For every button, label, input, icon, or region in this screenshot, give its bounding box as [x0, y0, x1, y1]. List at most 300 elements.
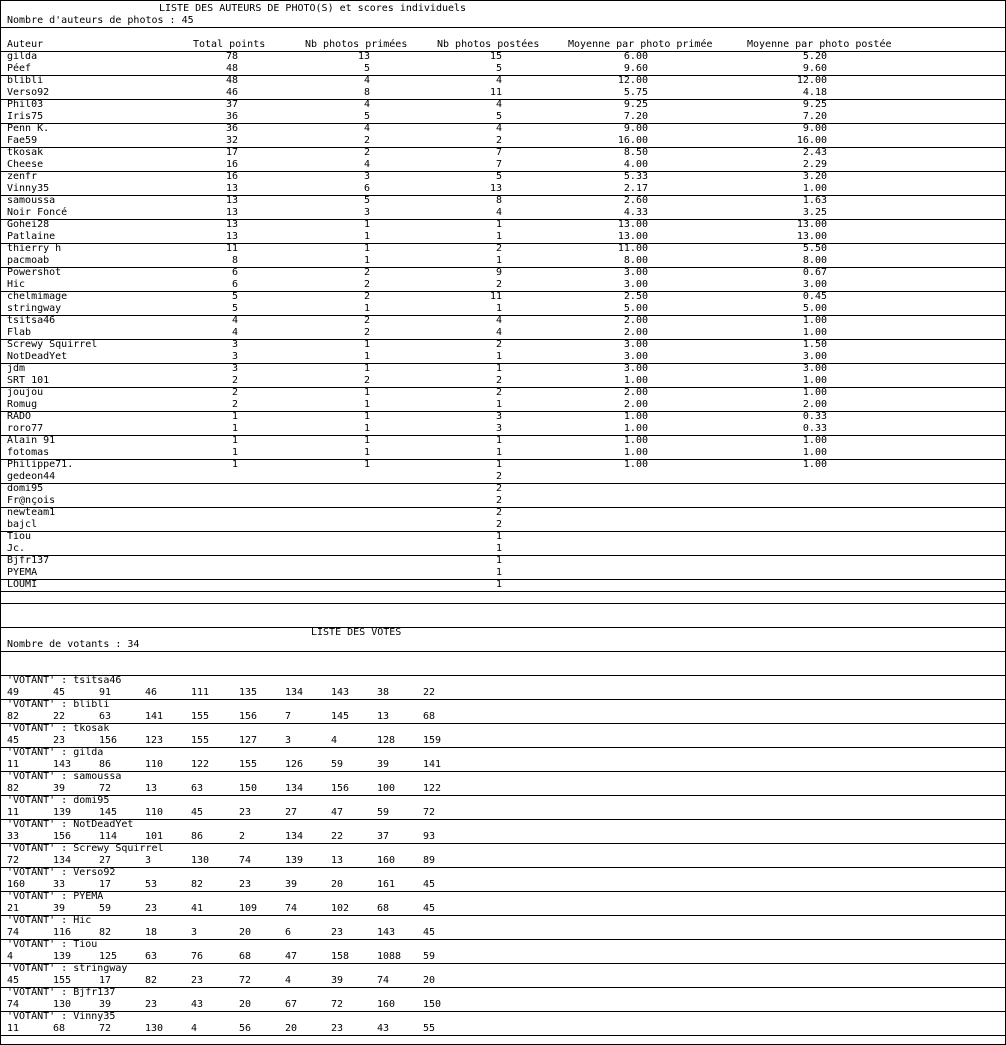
author-posted-count: 2: [495, 243, 502, 254]
col-header-total-points: Total points: [193, 39, 266, 50]
author-total-points: 48: [225, 63, 238, 74]
vote-value: 68: [239, 951, 252, 962]
col-header-awarded: Nb photos primées: [305, 39, 408, 50]
author-total-points: 3: [231, 363, 238, 374]
author-posted-count: 5: [495, 111, 502, 122]
vote-value: 39: [285, 879, 298, 890]
vote-value: 56: [239, 1023, 252, 1034]
vote-block: [1, 939, 1005, 963]
author-posted-count: 4: [495, 315, 502, 326]
author-row: [1, 111, 1005, 123]
author-posted-count: 8: [495, 195, 502, 206]
vote-value: 11: [7, 759, 20, 770]
vote-value: 22: [423, 687, 436, 698]
vote-value: 67: [285, 999, 298, 1010]
author-posted-count: 4: [495, 327, 502, 338]
vote-value: 27: [285, 807, 298, 818]
author-avg-posted: 1.00: [802, 183, 827, 194]
author-row: [1, 567, 1005, 579]
author-avg-awarded: 9.25: [623, 99, 648, 110]
vote-value: 45: [7, 735, 20, 746]
author-avg-posted: 1.00: [802, 315, 827, 326]
vote-value: 100: [377, 783, 396, 794]
author-name: Jc.: [7, 543, 26, 554]
vote-value: 156: [53, 831, 72, 842]
author-avg-awarded: 9.60: [623, 63, 648, 74]
author-name: Tiou: [7, 531, 32, 542]
vote-value: 156: [331, 783, 350, 794]
vote-value: 86: [99, 759, 112, 770]
vote-value: 111: [191, 687, 210, 698]
vote-value: 134: [53, 855, 72, 866]
author-posted-count: 2: [495, 339, 502, 350]
author-name: RADO: [7, 411, 32, 422]
author-avg-posted: 9.00: [802, 123, 827, 134]
author-row: [1, 231, 1005, 243]
author-avg-awarded: 3.00: [623, 267, 648, 278]
author-posted-count: 15: [489, 51, 502, 62]
author-avg-awarded: 16.00: [617, 135, 648, 146]
author-row: [1, 375, 1005, 387]
rule-under-count: [1, 27, 1005, 28]
vote-value: 39: [99, 999, 112, 1010]
author-total-points: 5: [231, 291, 238, 302]
author-row: [1, 363, 1005, 375]
author-row: [1, 531, 1005, 543]
vote-value: 72: [99, 1023, 112, 1034]
author-row: [1, 75, 1005, 87]
author-name: Romug: [7, 399, 38, 410]
vote-value: 134: [285, 831, 304, 842]
author-avg-posted: 3.25: [802, 207, 827, 218]
vote-value: 20: [285, 1023, 298, 1034]
author-posted-count: 13: [489, 183, 502, 194]
vote-value: 110: [145, 807, 164, 818]
author-total-points: 13: [225, 183, 238, 194]
author-name: jdm: [7, 363, 26, 374]
vote-block: [1, 747, 1005, 771]
section-rule-1: [1, 603, 1005, 604]
vote-value: 43: [191, 999, 204, 1010]
vote-value: 134: [285, 783, 304, 794]
author-name: stringway: [7, 303, 62, 314]
author-name: Flab: [7, 327, 32, 338]
author-row: [1, 411, 1005, 423]
voter-label: 'VOTANT' : Bjfr137: [7, 987, 116, 998]
voter-label: 'VOTANT' : NotDeadYet: [7, 819, 134, 830]
vote-block: [1, 987, 1005, 1011]
author-name: samoussa: [7, 195, 56, 206]
author-row: [1, 555, 1005, 567]
author-posted-count: 5: [495, 63, 502, 74]
vote-value: 82: [7, 711, 20, 722]
vote-value: 141: [423, 759, 442, 770]
author-awarded-count: 1: [363, 243, 370, 254]
vote-value: 23: [239, 879, 252, 890]
author-avg-posted: 1.00: [802, 375, 827, 386]
author-total-points: 48: [225, 75, 238, 86]
author-name: Patlaine: [7, 231, 56, 242]
vote-value: 3: [285, 735, 292, 746]
vote-block: [1, 771, 1005, 795]
vote-value: 150: [423, 999, 442, 1010]
author-awarded-count: 1: [363, 351, 370, 362]
author-row: [1, 147, 1005, 159]
author-row: [1, 243, 1005, 255]
author-avg-awarded: 8.50: [623, 147, 648, 158]
author-awarded-count: 2: [363, 327, 370, 338]
vote-value: 110: [145, 759, 164, 770]
vote-value: 91: [99, 687, 112, 698]
vote-value: 18: [145, 927, 158, 938]
vote-value: 114: [99, 831, 118, 842]
author-awarded-count: 1: [363, 459, 370, 470]
vote-value: 125: [99, 951, 118, 962]
author-avg-awarded: 12.00: [617, 75, 648, 86]
vote-value: 55: [423, 1023, 436, 1034]
col-header-avg-posted: Moyenne par photo postée: [747, 39, 892, 50]
author-row: [1, 255, 1005, 267]
report-title: LISTE DES AUTEURS DE PHOTO(S) et scores individuels: [159, 3, 467, 14]
vote-block: [1, 699, 1005, 723]
author-avg-awarded: 4.33: [623, 207, 648, 218]
author-total-points: 32: [225, 135, 238, 146]
vote-value: 13: [145, 783, 158, 794]
vote-value: 4: [191, 1023, 198, 1034]
vote-value: 53: [145, 879, 158, 890]
author-total-points: 13: [225, 195, 238, 206]
vote-value: 130: [145, 1023, 164, 1034]
author-posted-count: 1: [495, 459, 502, 470]
voter-label: 'VOTANT' : tkosak: [7, 723, 110, 734]
author-posted-count: 4: [495, 123, 502, 134]
vote-value: 4: [285, 975, 292, 986]
vote-block: [1, 1011, 1005, 1035]
author-avg-awarded: 7.20: [623, 111, 648, 122]
vote-value: 22: [53, 711, 66, 722]
author-posted-count: 7: [495, 159, 502, 170]
vote-value: 49: [7, 687, 20, 698]
author-total-points: 1: [231, 423, 238, 434]
vote-value: 47: [285, 951, 298, 962]
vote-value: 11: [7, 807, 20, 818]
author-posted-count: 11: [489, 291, 502, 302]
author-posted-count: 7: [495, 147, 502, 158]
author-row: [1, 459, 1005, 471]
author-avg-posted: 3.00: [802, 351, 827, 362]
author-awarded-count: 1: [363, 399, 370, 410]
vote-value: 22: [331, 831, 344, 842]
vote-value: 41: [191, 903, 204, 914]
author-avg-awarded: 5.75: [623, 87, 648, 98]
voter-label: 'VOTANT' : Vinny35: [7, 1011, 116, 1022]
author-awarded-count: 2: [363, 315, 370, 326]
author-avg-awarded: 13.00: [617, 231, 648, 242]
vote-value: 37: [377, 831, 390, 842]
author-total-points: 17: [225, 147, 238, 158]
author-total-points: 3: [231, 339, 238, 350]
author-total-points: 36: [225, 123, 238, 134]
vote-value: 159: [423, 735, 442, 746]
vote-value: 3: [191, 927, 198, 938]
vote-value: 3: [145, 855, 152, 866]
author-name: Iris75: [7, 111, 44, 122]
author-total-points: 2: [231, 399, 238, 410]
author-total-points: 16: [225, 171, 238, 182]
author-avg-awarded: 1.00: [623, 411, 648, 422]
vote-value: 72: [99, 783, 112, 794]
vote-value: 72: [7, 855, 20, 866]
author-posted-count: 3: [495, 411, 502, 422]
vote-value: 93: [423, 831, 436, 842]
vote-value: 122: [423, 783, 442, 794]
author-avg-awarded: 9.00: [623, 123, 648, 134]
vote-value: 74: [7, 999, 20, 1010]
author-avg-posted: 1.00: [802, 435, 827, 446]
author-awarded-count: 6: [363, 183, 370, 194]
author-awarded-count: 1: [363, 387, 370, 398]
voter-label: 'VOTANT' : gilda: [7, 747, 104, 758]
vote-value: 33: [7, 831, 20, 842]
author-name: Péef: [7, 63, 32, 74]
author-awarded-count: 1: [363, 339, 370, 350]
vote-value: 155: [191, 711, 210, 722]
author-total-points: 13: [225, 231, 238, 242]
author-awarded-count: 1: [363, 411, 370, 422]
vote-value: 141: [145, 711, 164, 722]
author-awarded-count: 2: [363, 135, 370, 146]
author-total-points: 6: [231, 267, 238, 278]
author-total-points: 1: [231, 411, 238, 422]
author-avg-awarded: 1.00: [623, 447, 648, 458]
author-posted-count: 1: [495, 399, 502, 410]
author-posted-count: 1: [495, 363, 502, 374]
author-avg-posted: 5.50: [802, 243, 827, 254]
vote-block: [1, 723, 1005, 747]
author-total-points: 8: [231, 255, 238, 266]
author-row: [1, 399, 1005, 411]
vote-value: 13: [377, 711, 390, 722]
vote-value: 59: [423, 951, 436, 962]
vote-value: 160: [7, 879, 26, 890]
author-posted-count: 1: [495, 567, 502, 578]
author-row: [1, 387, 1005, 399]
voter-label: 'VOTANT' : stringway: [7, 963, 128, 974]
voter-label: 'VOTANT' : domi95: [7, 795, 110, 806]
author-name: chelmimage: [7, 291, 68, 302]
authors-end-rule: [1, 591, 1005, 592]
vote-value: 130: [191, 855, 210, 866]
vote-value: 126: [285, 759, 304, 770]
vote-value: 74: [285, 903, 298, 914]
vote-value: 17: [99, 975, 112, 986]
author-total-points: 1: [231, 459, 238, 470]
voter-label: 'VOTANT' : Screwy Squirrel: [7, 843, 164, 854]
vote-value: 59: [331, 759, 344, 770]
author-avg-awarded: 2.17: [623, 183, 648, 194]
author-awarded-count: 8: [363, 87, 370, 98]
voter-label: 'VOTANT' : tsitsa46: [7, 675, 122, 686]
author-posted-count: 4: [495, 207, 502, 218]
vote-value: 23: [191, 975, 204, 986]
vote-value: 7: [285, 711, 292, 722]
vote-value: 160: [377, 855, 396, 866]
author-awarded-count: 1: [363, 363, 370, 374]
author-awarded-count: 1: [363, 231, 370, 242]
author-row: [1, 579, 1005, 591]
author-awarded-count: 4: [363, 75, 370, 86]
vote-value: 23: [239, 807, 252, 818]
author-avg-posted: 3.00: [802, 363, 827, 374]
vote-value: 33: [53, 879, 66, 890]
author-name: Gohei28: [7, 219, 50, 230]
vote-value: 39: [53, 783, 66, 794]
vote-value: 76: [191, 951, 204, 962]
vote-value: 68: [53, 1023, 66, 1034]
vote-value: 116: [53, 927, 72, 938]
author-awarded-count: 1: [363, 255, 370, 266]
author-row: [1, 183, 1005, 195]
col-header-avg-awarded: Moyenne par photo primée: [568, 39, 713, 50]
vote-value: 4: [7, 951, 14, 962]
author-avg-posted: 16.00: [796, 135, 827, 146]
author-row: [1, 135, 1005, 147]
author-awarded-count: 5: [363, 111, 370, 122]
voter-label: 'VOTANT' : blibli: [7, 699, 110, 710]
author-name: tkosak: [7, 147, 44, 158]
author-name: zenfr: [7, 171, 38, 182]
vote-value: 123: [145, 735, 164, 746]
author-posted-count: 1: [495, 351, 502, 362]
vote-value: 59: [377, 807, 390, 818]
author-avg-posted: 5.00: [802, 303, 827, 314]
votes-title: LISTE DES VOTES: [311, 627, 402, 638]
author-awarded-count: 1: [363, 435, 370, 446]
vote-value: 160: [377, 999, 396, 1010]
author-awarded-count: 2: [363, 279, 370, 290]
author-name: Hic: [7, 279, 26, 290]
voter-label: 'VOTANT' : samoussa: [7, 771, 122, 782]
vote-value: 47: [331, 807, 344, 818]
vote-value: 150: [239, 783, 258, 794]
vote-value: 161: [377, 879, 396, 890]
vote-value: 20: [331, 879, 344, 890]
author-avg-awarded: 8.00: [623, 255, 648, 266]
vote-value: 45: [423, 879, 436, 890]
author-posted-count: 2: [495, 495, 502, 506]
author-avg-awarded: 3.00: [623, 363, 648, 374]
author-total-points: 1: [231, 435, 238, 446]
vote-value: 74: [377, 975, 390, 986]
author-avg-awarded: 4.00: [623, 159, 648, 170]
author-avg-awarded: 11.00: [617, 243, 648, 254]
vote-value: 122: [191, 759, 210, 770]
author-avg-posted: 1.00: [802, 447, 827, 458]
vote-value: 145: [331, 711, 350, 722]
vote-value: 130: [53, 999, 72, 1010]
author-posted-count: 2: [495, 519, 502, 530]
author-total-points: 6: [231, 279, 238, 290]
author-avg-posted: 7.20: [802, 111, 827, 122]
author-posted-count: 4: [495, 99, 502, 110]
vote-block-rule: [1, 1035, 1005, 1036]
author-row: [1, 495, 1005, 507]
vote-value: 82: [145, 975, 158, 986]
author-avg-posted: 1.00: [802, 459, 827, 470]
author-total-points: 2: [231, 387, 238, 398]
author-avg-posted: 2.43: [802, 147, 827, 158]
vote-value: 139: [53, 951, 72, 962]
author-name: Powershot: [7, 267, 62, 278]
vote-value: 39: [377, 759, 390, 770]
author-name: bajcl: [7, 519, 38, 530]
author-row: [1, 351, 1005, 363]
author-avg-posted: 13.00: [796, 231, 827, 242]
author-awarded-count: 5: [363, 63, 370, 74]
author-name: pacmoab: [7, 255, 50, 266]
author-avg-posted: 3.00: [802, 279, 827, 290]
vote-value: 89: [423, 855, 436, 866]
vote-value: 143: [377, 927, 396, 938]
vote-value: 155: [239, 759, 258, 770]
author-row: [1, 123, 1005, 135]
author-awarded-count: 2: [363, 267, 370, 278]
vote-block: [1, 891, 1005, 915]
author-row: [1, 303, 1005, 315]
author-avg-posted: 9.60: [802, 63, 827, 74]
vote-value: 134: [285, 687, 304, 698]
vote-value: 158: [331, 951, 350, 962]
vote-value: 45: [423, 903, 436, 914]
author-name: Vinny35: [7, 183, 50, 194]
author-posted-count: 1: [495, 531, 502, 542]
author-avg-posted: 8.00: [802, 255, 827, 266]
author-row: [1, 435, 1005, 447]
vote-value: 82: [7, 783, 20, 794]
rule-before-votes: [1, 675, 1005, 676]
author-total-points: 4: [231, 327, 238, 338]
vote-value: 20: [239, 927, 252, 938]
vote-value: 72: [423, 807, 436, 818]
author-avg-posted: 0.45: [802, 291, 827, 302]
vote-value: 2: [239, 831, 246, 842]
voter-label: 'VOTANT' : PYEMA: [7, 891, 104, 902]
author-name: Alain 91: [7, 435, 56, 446]
author-name: Fae59: [7, 135, 38, 146]
author-avg-awarded: 13.00: [617, 219, 648, 230]
vote-value: 45: [191, 807, 204, 818]
vote-block: [1, 867, 1005, 891]
author-avg-awarded: 1.00: [623, 459, 648, 470]
vote-value: 43: [377, 1023, 390, 1034]
author-name: gilda: [7, 51, 38, 62]
author-avg-awarded: 2.50: [623, 291, 648, 302]
author-total-points: 36: [225, 111, 238, 122]
author-row: [1, 471, 1005, 483]
vote-value: 45: [53, 687, 66, 698]
author-awarded-count: 1: [363, 219, 370, 230]
vote-value: 145: [99, 807, 118, 818]
author-row: [1, 327, 1005, 339]
vote-value: 135: [239, 687, 258, 698]
author-total-points: 13: [225, 207, 238, 218]
author-name: Verso92: [7, 87, 50, 98]
author-avg-awarded: 1.00: [623, 375, 648, 386]
author-row: [1, 315, 1005, 327]
author-awarded-count: 3: [363, 207, 370, 218]
author-posted-count: 1: [495, 579, 502, 590]
author-row: [1, 171, 1005, 183]
